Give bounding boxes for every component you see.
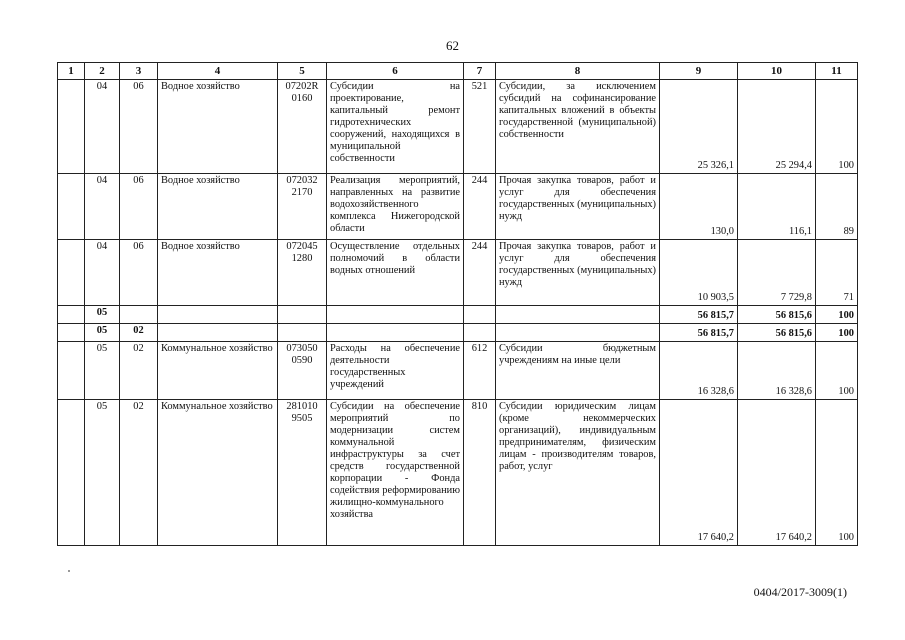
table-cell-c10: 56 815,6 bbox=[738, 306, 816, 324]
table-cell-c2: 04 bbox=[85, 80, 120, 174]
table-cell-c11: 100 bbox=[816, 80, 858, 174]
column-header: 6 bbox=[327, 63, 464, 80]
table-row bbox=[58, 342, 858, 400]
table-cell-c4 bbox=[158, 324, 278, 342]
table-cell-empty bbox=[58, 400, 85, 546]
table-cell-c9: 17 640,2 bbox=[660, 400, 738, 546]
column-header: 3 bbox=[120, 63, 158, 80]
table-cell-c4: Коммунальное хозяйство bbox=[158, 342, 278, 400]
column-header: 9 bbox=[660, 63, 738, 80]
table-cell-c9: 130,0 bbox=[660, 174, 738, 240]
table-cell-c8: Субсидии юридическим лицам (кроме некоммерческих организаций), индивидуальным предпринимателям, физическим лицам - производителям товаров, работ, услуг bbox=[496, 400, 660, 546]
table-cell-c9: 56 815,7 bbox=[660, 324, 738, 342]
column-header: 7 bbox=[464, 63, 496, 80]
table-body bbox=[58, 80, 858, 546]
table-cell-c5: 073050 0590 bbox=[278, 342, 327, 400]
table-row bbox=[58, 174, 858, 240]
table-cell-c7: 612 bbox=[464, 342, 496, 400]
table-cell-c2: 04 bbox=[85, 174, 120, 240]
table-cell-empty bbox=[58, 306, 85, 324]
table-cell-empty bbox=[58, 174, 85, 240]
table-cell-c8: Прочая закупка товаров, работ и услуг для обеспечения государственных (муниципальных) нужд bbox=[496, 240, 660, 306]
table-cell-c4: Водное хозяйство bbox=[158, 80, 278, 174]
table-cell-c4 bbox=[158, 306, 278, 324]
table-row bbox=[58, 80, 858, 174]
header-row bbox=[58, 63, 858, 80]
table-cell-c7: 521 bbox=[464, 80, 496, 174]
table-cell-c8: Субсидии, за исключением субсидий на софинансирование капитальных вложений в объекты государственной (муниципальной) собственности bbox=[496, 80, 660, 174]
table-cell-c7 bbox=[464, 306, 496, 324]
column-header: 5 bbox=[278, 63, 327, 80]
column-header: 8 bbox=[496, 63, 660, 80]
column-header: 1 bbox=[58, 63, 85, 80]
table-cell-c5: 07202R 0160 bbox=[278, 80, 327, 174]
table-cell-c10: 7 729,8 bbox=[738, 240, 816, 306]
table-cell-c7: 244 bbox=[464, 240, 496, 306]
table-cell-c2: 05 bbox=[85, 400, 120, 546]
table-cell-empty bbox=[58, 324, 85, 342]
table-cell-empty bbox=[58, 80, 85, 174]
table-cell-c2: 05 bbox=[85, 306, 120, 324]
budget-table bbox=[57, 62, 858, 546]
table-cell-c4: Коммунальное хозяйство bbox=[158, 400, 278, 546]
table-cell-c11: 100 bbox=[816, 342, 858, 400]
table-cell-c6: Осуществление отдельных полномочий в области водных отношений bbox=[327, 240, 464, 306]
table-cell-c11: 89 bbox=[816, 174, 858, 240]
table-row bbox=[58, 306, 858, 324]
table-cell-c5 bbox=[278, 324, 327, 342]
page-number: 62 bbox=[446, 38, 459, 53]
column-header: 10 bbox=[738, 63, 816, 80]
table-cell-c6: Субсидии на проектирование, капитальный ремонт гидротехнических сооружений, находящихся в муниципальной собственности bbox=[327, 80, 464, 174]
table-cell-c3: 06 bbox=[120, 174, 158, 240]
table-cell-c2: 05 bbox=[85, 342, 120, 400]
table-cell-c11: 100 bbox=[816, 306, 858, 324]
table-cell-c7: 244 bbox=[464, 174, 496, 240]
table-cell-c10: 56 815,6 bbox=[738, 324, 816, 342]
table-cell-c5: 072032 2170 bbox=[278, 174, 327, 240]
table-cell-c6: Субсидии на обеспечение мероприятий по модернизации систем коммунальной инфраструктуры за счет средств государственной корпорации - Фонда содействия реформированию жилищно-коммунального хозяйства bbox=[327, 400, 464, 546]
document-code: 0404/2017-3009(1) bbox=[753, 585, 847, 599]
table-cell-c8 bbox=[496, 324, 660, 342]
table-cell-c11: 100 bbox=[816, 324, 858, 342]
table-cell-c4: Водное хозяйство bbox=[158, 174, 278, 240]
table-cell-c6: Расходы на обеспечение деятельности государственных учреждений bbox=[327, 342, 464, 400]
table-cell-c9: 16 328,6 bbox=[660, 342, 738, 400]
table-cell-c7 bbox=[464, 324, 496, 342]
scan-mark bbox=[68, 570, 70, 572]
table-cell-c10: 25 294,4 bbox=[738, 80, 816, 174]
table-cell-c8: Прочая закупка товаров, работ и услуг для обеспечения государственных (муниципальных) нужд bbox=[496, 174, 660, 240]
column-header: 2 bbox=[85, 63, 120, 80]
table-cell-c3: 02 bbox=[120, 324, 158, 342]
table-cell-c8 bbox=[496, 306, 660, 324]
column-header: 4 bbox=[158, 63, 278, 80]
table-cell-c6 bbox=[327, 324, 464, 342]
table-cell-c6: Реализация мероприятий, направленных на развитие водохозяйственного комплекса Нижегородской области bbox=[327, 174, 464, 240]
column-header: 11 bbox=[816, 63, 858, 80]
table-cell-c10: 17 640,2 bbox=[738, 400, 816, 546]
table-cell-c3: 06 bbox=[120, 80, 158, 174]
table-cell-c9: 10 903,5 bbox=[660, 240, 738, 306]
table-cell-c8: Субсидии бюджетным учреждениям на иные цели bbox=[496, 342, 660, 400]
table-cell-c3 bbox=[120, 306, 158, 324]
table-cell-c3: 06 bbox=[120, 240, 158, 306]
table-cell-empty bbox=[58, 342, 85, 400]
table-cell-c5 bbox=[278, 306, 327, 324]
table-cell-c5: 281010 9505 bbox=[278, 400, 327, 546]
table-cell-empty bbox=[58, 240, 85, 306]
table-cell-c2: 04 bbox=[85, 240, 120, 306]
table-cell-c10: 16 328,6 bbox=[738, 342, 816, 400]
table-row bbox=[58, 400, 858, 546]
table-cell-c4: Водное хозяйство bbox=[158, 240, 278, 306]
table-cell-c6 bbox=[327, 306, 464, 324]
table-cell-c9: 25 326,1 bbox=[660, 80, 738, 174]
table-cell-c11: 71 bbox=[816, 240, 858, 306]
table-cell-c3: 02 bbox=[120, 342, 158, 400]
table-cell-c5: 072045 1280 bbox=[278, 240, 327, 306]
table-cell-c11: 100 bbox=[816, 400, 858, 546]
table-row bbox=[58, 324, 858, 342]
table-cell-c9: 56 815,7 bbox=[660, 306, 738, 324]
table-cell-c2: 05 bbox=[85, 324, 120, 342]
table-cell-c10: 116,1 bbox=[738, 174, 816, 240]
table-cell-c7: 810 bbox=[464, 400, 496, 546]
table-cell-c3: 02 bbox=[120, 400, 158, 546]
table-row bbox=[58, 240, 858, 306]
